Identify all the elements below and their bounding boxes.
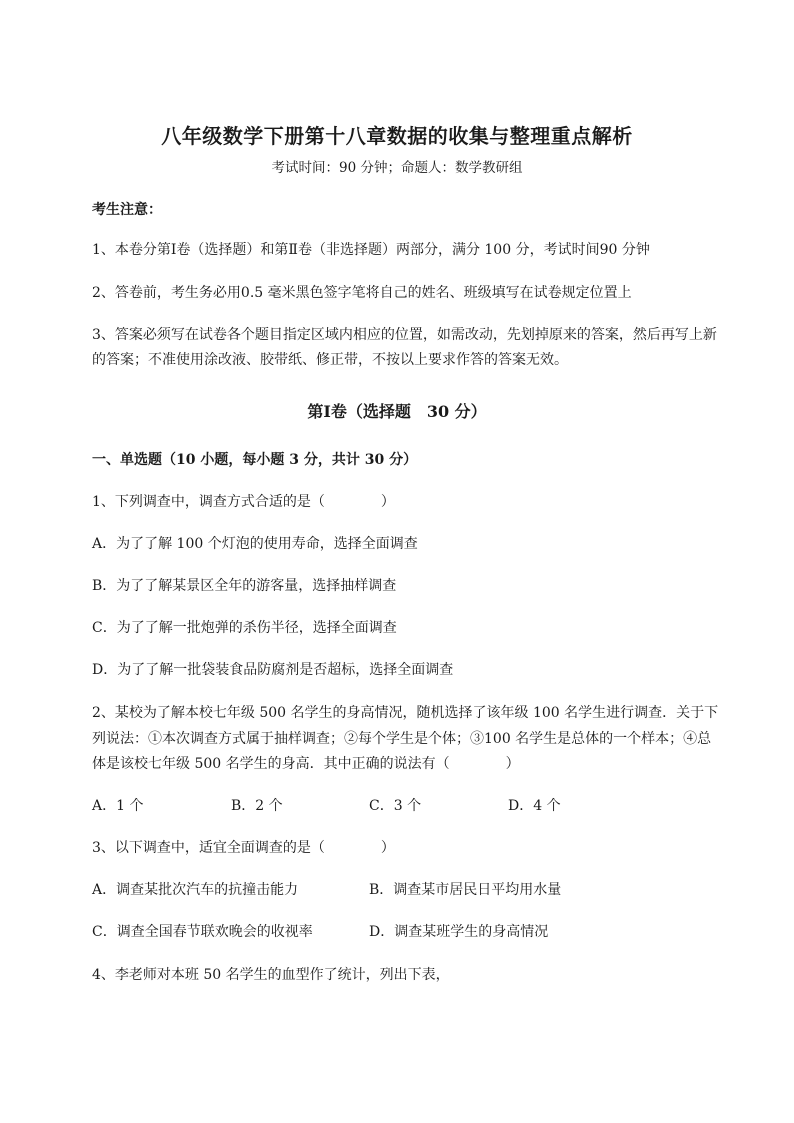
- q3-option-c: C．调查全国春节联欢晚会的收视率: [92, 924, 313, 940]
- notice-item-2: 2、答卷前，考生务必用0.5 毫米黑色签字笔将自己的姓名、班级填写在试卷规定位置上: [92, 285, 632, 301]
- notice-item-1: 1、本卷分第Ⅰ卷（选择题）和第Ⅱ卷（非选择题）两部分，满分 100 分，考试时间90 分钟: [92, 242, 650, 258]
- notice-item-3: 3、答案必须写在试卷各个题目指定区域内相应的位置，如需改动，先划掉原来的答案，然后再写上新: [92, 327, 717, 343]
- part1-title: 第Ⅰ卷（选择题 30 分）: [307, 402, 487, 421]
- q1-option-c: C．为了了解一批炮弹的杀伤半径，选择全面调查: [92, 620, 397, 636]
- group-title: 一、单选题（10 小题，每小题 3 分，共计 30 分）: [92, 452, 418, 468]
- exam-info: 考试时间：90 分钟；命题人：数学教研组: [271, 160, 523, 176]
- notice-item-3-cont: 的答案；不准使用涂改液、胶带纸、修正带，不按以上要求作答的答案无效。: [92, 352, 568, 368]
- q2-stem-line-3: 体是该校七年级 500 名学生的身高．其中正确的说法有（ ）: [92, 756, 520, 772]
- q2-option-b: B．2 个: [231, 798, 283, 814]
- q3-stem: 3、以下调查中，适宜全面调查的是（ ）: [92, 840, 395, 856]
- q2-stem-line-2: 列说法：①本次调查方式属于抽样调查；②每个学生是个体；③100 名学生是总体的一个样本；④总: [92, 731, 712, 747]
- q1-option-b: B．为了了解某景区全年的游客量，选择抽样调查: [92, 578, 397, 594]
- q3-option-d: D．调查某班学生的身高情况: [369, 924, 549, 940]
- q2-option-c: C．3 个: [369, 798, 422, 814]
- q2-stem-line-1: 2、某校为了解本校七年级 500 名学生的身高情况，随机选择了该年级 100 名学生进行调查．关于下: [92, 705, 719, 721]
- q1-option-a: A．为了了解 100 个灯泡的使用寿命，选择全面调查: [92, 536, 418, 552]
- q2-option-d: D．4 个: [508, 798, 561, 814]
- notice-heading: 考生注意：: [92, 202, 162, 218]
- q3-option-a: A．调查某批次汽车的抗撞击能力: [92, 882, 299, 898]
- q3-option-b: B．调查某市居民日平均用水量: [369, 882, 562, 898]
- q2-option-a: A．1 个: [92, 798, 144, 814]
- q1-option-d: D．为了了解一批袋装食品防腐剂是否超标，选择全面调查: [92, 662, 454, 678]
- q4-stem: 4、李老师对本班 50 名学生的血型作了统计，列出下表，: [92, 967, 450, 983]
- q1-stem: 1、下列调查中，调查方式合适的是（ ）: [92, 494, 395, 510]
- page-title: 八年级数学下册第十八章数据的收集与整理重点解析: [161, 124, 633, 148]
